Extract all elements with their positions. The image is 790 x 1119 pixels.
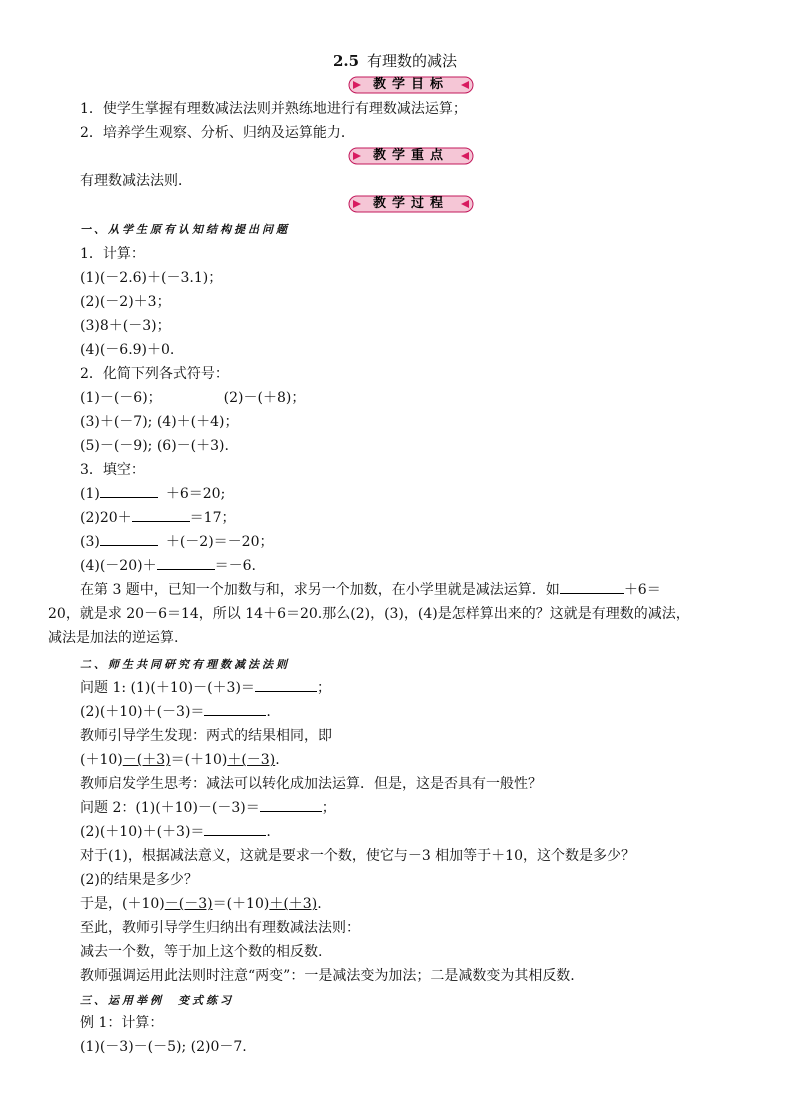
eq1-part-c: ＝(＋10): [170, 752, 228, 768]
question-line-2: (2)的结果是多少？: [80, 872, 198, 888]
q2-item-1: (1)－(－6)；: [80, 390, 162, 406]
answer-blank: [255, 679, 317, 692]
answer-blank: [204, 703, 266, 716]
problem-1-line-1: [80, 678, 331, 698]
q3-item-1-suffix: ＋6＝20;: [165, 486, 226, 502]
q3-item-3: [80, 532, 274, 552]
banner-process: [348, 194, 474, 214]
problem-2-text: 问题 2：(1)(＋10)－(－3)＝: [80, 800, 260, 816]
q3-item-1-prefix: (1): [80, 486, 100, 502]
eq2-part-c: ＝(＋10): [212, 896, 270, 912]
q3-item-3-prefix: (3): [80, 534, 100, 550]
section-number: 2.5: [332, 52, 360, 70]
q3-item-4-suffix: ＝－6.: [214, 558, 256, 574]
para-line-1: [48, 578, 754, 602]
eq2-part-b: －(－3): [164, 896, 213, 912]
teacher-note-2: 教师启发学生思考：减法可以转化成加法运算．但是，这是否具有一般性？: [80, 776, 542, 792]
rule-intro: 至此，教师引导学生归纳出有理数减法法则：: [80, 920, 360, 936]
goal-1: 1．使学生掌握有理数减法法则并熟练地进行有理数减法运算；: [80, 101, 467, 117]
eq2-part-d: ＋(＋3): [269, 896, 318, 912]
answer-blank: [132, 509, 190, 522]
answer-blank: [100, 485, 158, 498]
banner-label: 教学过程: [372, 196, 449, 211]
q1-item-4: (4)(－6.9)＋0.: [80, 342, 175, 358]
problem-2-text-2: (2)(＋10)＋(＋3)＝: [80, 824, 205, 840]
problem-1-text: 问题 1: (1)(＋10)－(＋3)＝: [80, 680, 255, 696]
q2-heading: 2．化简下列各式符号：: [80, 366, 229, 382]
q3-item-2: [80, 508, 235, 528]
section-heading-1: 一、从学生原有认知结构提出问题: [80, 223, 290, 236]
answer-blank: [100, 533, 158, 546]
q3-item-2-prefix: (2)20＋: [80, 510, 132, 526]
banner-label: 教学重点: [372, 148, 449, 163]
q2-row-1: [80, 388, 305, 408]
answer-blank: [204, 823, 266, 836]
problem-1-end: ；: [316, 680, 331, 696]
eq1-part-d: ＋(－3): [227, 752, 276, 768]
q2-item-2: (2)－(＋8)；: [223, 390, 306, 406]
para-line-2: 20，就是求 20－6＝14，所以 14＋6＝20.那么(2)，(3)，(4)是怎样算出来的？这就是有理数的减法，: [48, 606, 690, 622]
example-items: (1)(－3)－(－5); (2)0－7.: [80, 1039, 247, 1055]
problem-1-line-2: [80, 702, 271, 722]
problem-2-line-1: [80, 798, 336, 818]
q1-heading: 1．计算：: [80, 246, 145, 262]
problem-1-text-2: (2)(＋10)＋(－3)＝: [80, 704, 205, 720]
subtraction-rule: 减去一个数，等于加上这个数的相反数.: [80, 944, 323, 960]
example-heading: 例 1：计算：: [80, 1015, 164, 1031]
answer-blank: [560, 581, 624, 594]
eq1-part-e: .: [275, 752, 280, 768]
q3-item-2-suffix: ＝17；: [189, 510, 236, 526]
banner-goals: [348, 75, 474, 95]
problem-2-end: ；: [321, 800, 336, 816]
q3-item-4-prefix: (4)(－20)＋: [80, 558, 157, 574]
title-text: 有理数的减法: [367, 52, 458, 70]
problem-1-end-2: .: [266, 704, 271, 720]
eq2-part-e: .: [317, 896, 322, 912]
explanation-paragraph: [48, 578, 754, 650]
q3-item-1: [80, 484, 225, 504]
para-text-b: ＋6＝: [623, 582, 661, 598]
q3-item-4: [80, 556, 256, 576]
problem-2-end-2: .: [266, 824, 271, 840]
eq2-part-a: 于是，(＋10): [80, 896, 165, 912]
section-heading-2: 二、师生共同研究有理数减法法则: [80, 658, 290, 671]
goal-2: 2．培养学生观察、分析、归纳及运算能力．: [80, 125, 355, 141]
problem-2-line-2: [80, 822, 271, 842]
answer-blank: [157, 557, 215, 570]
q1-item-3: (3)8＋(－3)；: [80, 318, 171, 334]
para-line-3: 减法是加法的逆运算.: [48, 630, 179, 646]
equation-1: [80, 750, 280, 770]
q3-item-3-suffix: ＋(－2)＝－20；: [165, 534, 274, 550]
para-text-a: 在第 3 题中，已知一个加数与和，求另一个加数，在小学里就是减法运算．如: [80, 582, 560, 598]
eq1-part-b: －(＋3): [122, 752, 171, 768]
section-heading-3: 三、运用举例 变式练习: [80, 994, 234, 1007]
teacher-emphasis: 教师强调运用此法则时注意“两变”：一是减法变为加法；二是减数变为其相反数.: [80, 968, 575, 984]
key-point: 有理数减法法则．: [80, 173, 192, 189]
equation-2: [80, 894, 322, 914]
q3-heading: 3．填空：: [80, 462, 145, 478]
q2-row-2: (3)＋(－7); (4)＋(＋4)；: [80, 414, 239, 430]
teacher-note-1: 教师引导学生发现：两式的结果相同，即: [80, 728, 332, 744]
eq1-part-a: (＋10): [80, 752, 123, 768]
q1-item-2: (2)(－2)＋3；: [80, 294, 171, 310]
q1-item-1: (1)(－2.6)＋(－3.1)；: [80, 270, 223, 286]
page-title: [0, 50, 790, 71]
banner-label: 教学目标: [372, 77, 449, 92]
banner-key: [348, 146, 474, 166]
answer-blank: [260, 799, 322, 812]
question-line: 对于(1)，根据减法意义，这就是要求一个数，使它与－3 相加等于＋10，这个数是多少？: [80, 848, 636, 864]
q2-row-3: (5)－(－9); (6)－(＋3).: [80, 438, 229, 454]
